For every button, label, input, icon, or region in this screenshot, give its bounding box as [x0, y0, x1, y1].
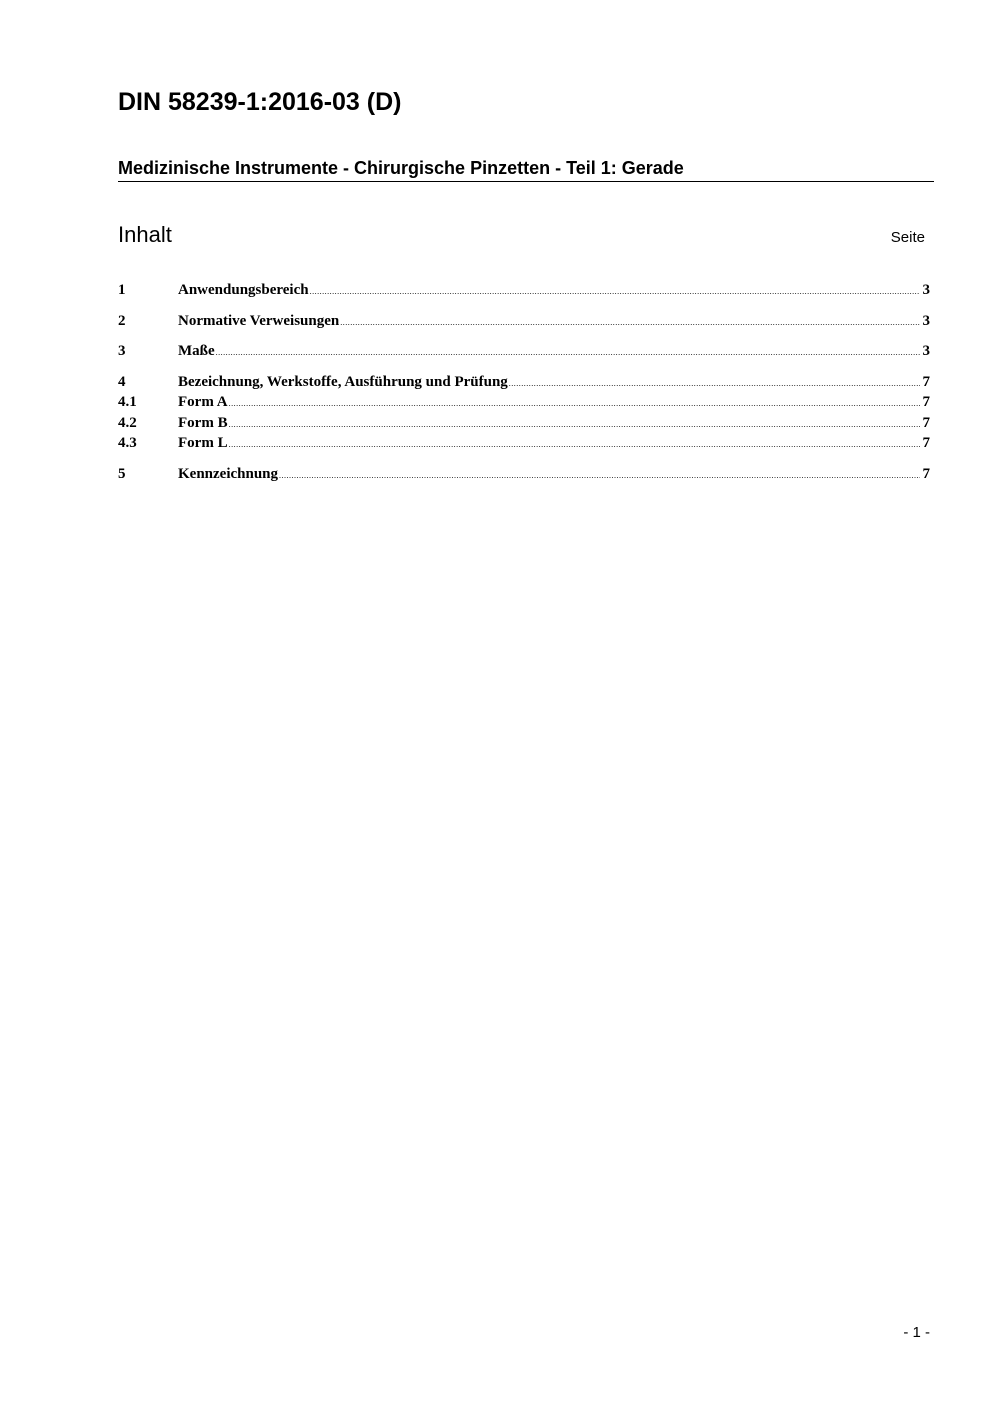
dot-leader — [229, 415, 920, 436]
toc-entry-5[interactable] — [118, 464, 930, 485]
toc-entry-title: Form A — [178, 394, 228, 410]
dot-leader — [509, 374, 920, 395]
dot-leader — [216, 343, 920, 364]
dot-leader — [310, 282, 920, 303]
toc-entry-title: Form L — [178, 435, 228, 451]
toc-entry-4-3[interactable] — [118, 433, 930, 454]
toc-entry-number: 4.1 — [118, 394, 137, 410]
toc-entry-page: 7 — [922, 394, 930, 410]
toc-entry-title: Form B — [178, 414, 228, 431]
toc-entry-4-2[interactable] — [118, 413, 930, 434]
toc-entry-number: 4 — [118, 373, 126, 390]
toc-entry-page: 3 — [922, 282, 930, 298]
toc-entry-number: 1 — [118, 282, 126, 298]
table-of-contents — [118, 280, 930, 484]
toc-entry-3[interactable] — [118, 341, 930, 362]
toc-entry-page: 7 — [922, 414, 930, 431]
toc-entry-page: 7 — [922, 465, 930, 482]
toc-entry-number: 4.2 — [118, 414, 137, 431]
dot-leader — [340, 313, 920, 334]
page-number: - 1 - — [903, 1324, 930, 1341]
toc-entry-number: 4.3 — [118, 435, 137, 451]
toc-entry-page: 3 — [922, 343, 930, 359]
toc-heading: Inhalt — [118, 222, 172, 247]
document-title: DIN 58239-1:2016-03 (D) — [118, 88, 402, 116]
toc-entry-4[interactable] — [118, 372, 930, 393]
toc-entry-title: Normative Verweisungen — [178, 312, 340, 329]
toc-entry-2[interactable] — [118, 311, 930, 332]
dot-leader — [229, 394, 920, 415]
toc-entry-page: 3 — [922, 312, 930, 329]
toc-entry-number: 3 — [118, 343, 126, 359]
dot-leader — [229, 435, 920, 456]
toc-entry-title: Maße — [178, 343, 215, 359]
toc-entry-title: Bezeichnung, Werkstoffe, Ausführung und Prüfung — [178, 373, 508, 390]
toc-entry-number: 5 — [118, 465, 126, 482]
document-subtitle: Medizinische Instrumente - Chirurgische Pinzetten - Teil 1: Gerade — [118, 158, 934, 182]
toc-entry-number: 2 — [118, 312, 126, 329]
toc-entry-4-1[interactable] — [118, 392, 930, 413]
toc-entry-page: 7 — [922, 435, 930, 451]
toc-entry-title: Kennzeichnung — [178, 465, 279, 482]
toc-entry-page: 7 — [922, 373, 930, 390]
toc-entry-title: Anwendungsbereich — [178, 282, 309, 298]
dot-leader — [279, 466, 920, 487]
page-column-label: Seite — [890, 229, 925, 246]
toc-entry-1[interactable] — [118, 280, 930, 301]
